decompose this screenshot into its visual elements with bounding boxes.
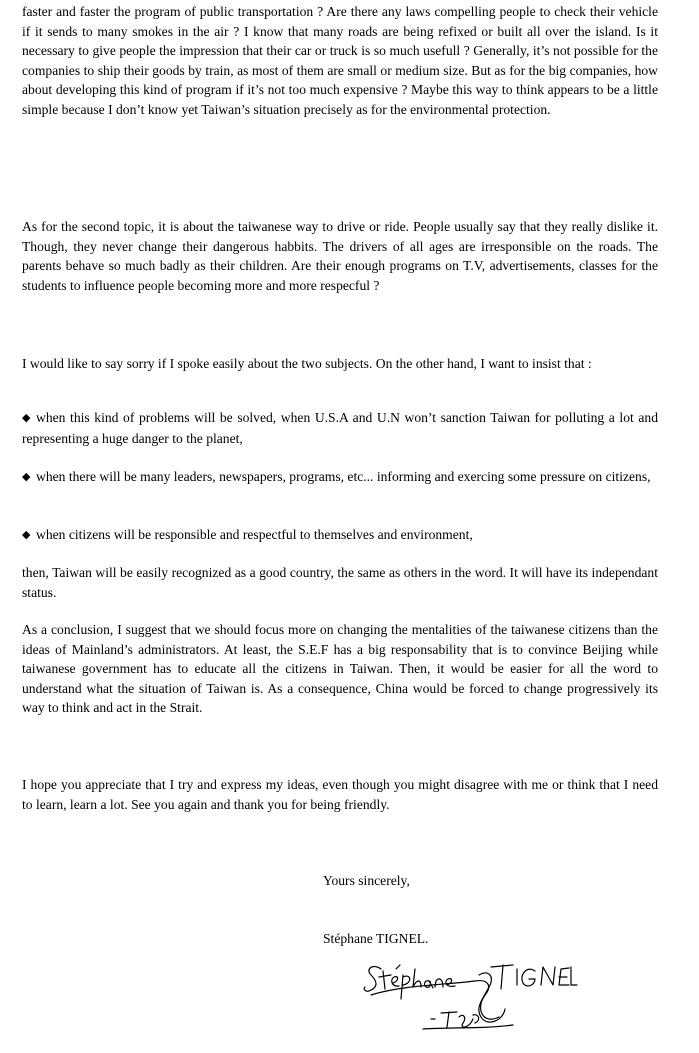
paragraph-recognition: then, Taiwan will be easily recognized as a good country, the same as others in the word. It will have its independant status. [22, 565, 658, 600]
paragraph-conclusion: As a conclusion, I suggest that we should focus more on changing the mentalities of the taiwanese citizens than the ideas of Mainland’s administrators. At least, the S.E.F has a big responsability that is to convince Beijing while taiwanese government has to educate all the citizens in Taiwan. Then, it would be easier for all the word to understand what the situation of Taiwan is. As a consequence, China would be forced to change progressively its way to think and act in the Strait. [22, 622, 658, 716]
paragraph-transportation: faster and faster the program of public transportation ? Are there any laws compelling people to check their vehicle if it sends to many smokes in the air ? I know that many roads are being refixed or built all over the island. Is it necessary to give people the impression that their car or truck is so much usefull ? Generally, it’s not possible for the companies to ship their goods by train, as most of them are small or medium size. But as for the big companies, how about developing this kind of program if it’s not too much expensive ? Maybe this way to think appears to be a little simple because I don’t know yet Taiwan’s situation precisely as for the environmental protection. [22, 4, 658, 117]
handwritten-signature [363, 955, 578, 1035]
bullet-icon: ◆ [22, 529, 31, 541]
bullet-item-3 [22, 525, 658, 546]
paragraph-driving-habits: As for the second topic, it is about the taiwanese way to drive or ride. People usually say that they really dislike it. Though, they never change their dangerous habbits. The drivers of all ages are irresponsible on the roads. The parents behave so much badly as their children. Are their enough programs on T.V, advertisements, classes for the students to influence people becoming more and more respecful ? [22, 219, 658, 293]
bullet-icon: ◆ [22, 471, 31, 483]
paragraph-apology: I would like to say sorry if I spoke easily about the two subjects. On the other hand, I want to insist that : [22, 356, 592, 371]
bullet-text: when this kind of problems will be solved, when U.S.A and U.N won’t sanction Taiwan for polluting a lot and representing a huge danger to the planet, [22, 410, 658, 446]
bullet-icon: ◆ [22, 412, 31, 424]
bullet-item-2 [22, 467, 658, 488]
closing-salutation: Yours sincerely, [323, 873, 410, 888]
bullet-item-1 [22, 408, 658, 448]
author-name: Stéphane TIGNEL. [323, 931, 429, 946]
bullet-text: when there will be many leaders, newspapers, programs, etc... informing and exercing some pressure on citizens, [36, 469, 651, 484]
bullet-text: when citizens will be responsible and respectful to themselves and environment, [36, 527, 473, 542]
paragraph-closing-remarks: I hope you appreciate that I try and express my ideas, even though you might disagree with me or think that I need to learn, learn a lot. See you again and thank you for being friendly. [22, 777, 658, 812]
